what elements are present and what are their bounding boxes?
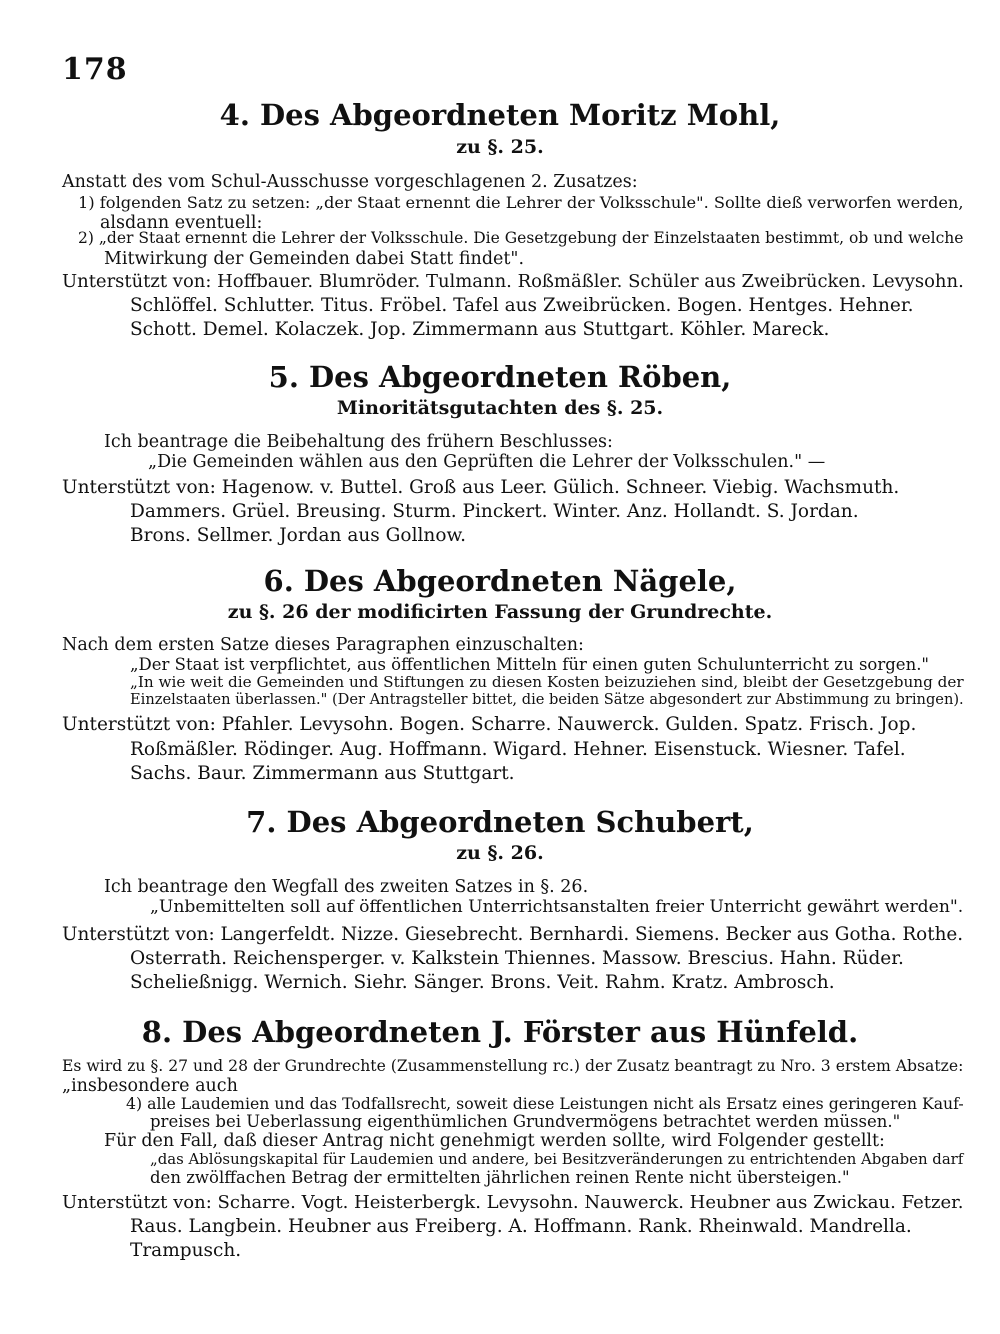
section-6-supporters: Sachs. Baur. Zimmermann aus Stuttgart. xyxy=(130,763,515,784)
section-5-subheading: Minoritätsgutachten des §. 25. xyxy=(336,397,664,419)
section-6-supporters: Unterstützt von: Pfahler. Levysohn. Bogen. Scharre. Nauwerck. Gulden. Spatz. Frisch. Jop. xyxy=(62,714,917,735)
section-7-heading: 7. Des Abgeordneten Schubert, xyxy=(246,805,754,839)
section-7-line: Ich beantrage den Wegfall des zweiten Satzes in §. 26. xyxy=(104,877,589,897)
section-8-line: „das Ablösungskapital für Laudemien und andere, bei Besitzveränderungen zu entrichtenden Abgaben darf xyxy=(150,1150,964,1168)
section-7-supporters: Osterrath. Reichensperger. v. Kalkstein Thiennes. Massow. Brescius. Hahn. Rüder. xyxy=(130,948,904,969)
section-4-line: 1) folgenden Satz zu setzen: „der Staat ernennt die Lehrer der Volksschule". Sollte dieß verworfen werden, xyxy=(78,193,964,212)
section-4-line: alsdann eventuell: xyxy=(100,213,263,233)
section-8-line: Für den Fall, daß dieser Antrag nicht genehmigt werden sollte, wird Folgender gestellt: xyxy=(104,1131,885,1151)
section-4-line: 2) „der Staat ernennt die Lehrer der Volksschule. Die Gesetzgebung der Einzelstaaten bestimmt, ob und welche xyxy=(78,229,964,247)
section-8-supporters: Trampusch. xyxy=(130,1240,242,1261)
section-5-supporters: Dammers. Grüel. Breusing. Sturm. Pinckert. Winter. Anz. Hollandt. S. Jordan. xyxy=(130,501,859,522)
section-6-heading: 6. Des Abgeordneten Nägele, xyxy=(263,564,737,598)
section-4-supporters: Schott. Demel. Kolaczek. Jop. Zimmermann aus Stuttgart. Köhler. Mareck. xyxy=(130,319,830,340)
section-7-supporters: Scheließnigg. Wernich. Siehr. Sänger. Brons. Veit. Rahm. Kratz. Ambrosch. xyxy=(130,972,835,993)
section-4-heading: 4. Des Abgeordneten Moritz Mohl, xyxy=(219,98,781,132)
section-4-supporters: Schlöffel. Schlutter. Titus. Fröbel. Tafel aus Zweibrücken. Bogen. Hentges. Hehner. xyxy=(130,295,914,316)
section-8-line: Es wird zu §. 27 und 28 der Grundrechte (Zusammenstellung rc.) der Zusatz beantragt zu Nro. 3 erstem Absatze: xyxy=(62,1056,964,1075)
section-6-line: Einzelstaaten überlassen." (Der Antragsteller bittet, die beiden Sätze abgesondert zur Abstimmung zu bringen). xyxy=(130,691,964,708)
section-8-line: preises bei Ueberlassung eigenthümlichen Grundvermögens betrachtet werden müssen." xyxy=(150,1112,901,1131)
section-5-supporters: Unterstützt von: Hagenow. v. Buttel. Groß aus Leer. Gülich. Schneer. Viebig. Wachsmuth. xyxy=(62,477,900,498)
section-8-heading: 8. Des Abgeordneten J. Förster aus Hünfeld. xyxy=(141,1015,859,1049)
section-4-line: Anstatt des vom Schul-Ausschusse vorgeschlagenen 2. Zusatzes: xyxy=(62,172,638,192)
section-5-heading: 5. Des Abgeordneten Röben, xyxy=(268,360,732,394)
section-7-supporters: Unterstützt von: Langerfeldt. Nizze. Giesebrecht. Bernhardi. Siemens. Becker aus Gotha. Rothe. xyxy=(62,924,964,945)
section-6-line: „Der Staat ist verpflichtet, aus öffentlichen Mitteln für einen guten Schulunterricht zu sorgen." xyxy=(130,655,930,674)
section-6-supporters: Roßmäßler. Rödinger. Aug. Hoffmann. Wigard. Hehner. Eisenstuck. Wiesner. Tafel. xyxy=(130,739,906,760)
section-4-line: Mitwirkung der Gemeinden dabei Statt findet". xyxy=(104,249,525,269)
section-8-line: den zwölffachen Betrag der ermittelten jährlichen reinen Rente nicht übersteigen." xyxy=(150,1168,850,1187)
section-6-subheading: zu §. 26 der modificirten Fassung der Grundrechte. xyxy=(227,601,773,623)
section-4-subheading: zu §. 25. xyxy=(456,136,544,158)
section-5-line: Ich beantrage die Beibehaltung des frühern Beschlusses: xyxy=(104,432,613,452)
section-8-line: 4) alle Laudemien und das Todfallsrecht, soweit diese Leistungen nicht als Ersatz eines geringeren Kauf- xyxy=(126,1094,964,1113)
section-6-line: „In wie weit die Gemeinden und Stiftungen zu diesen Kosten beizuziehen sind, bleibt der Gesetzgebung der xyxy=(130,673,964,691)
section-8-supporters: Unterstützt von: Scharre. Vogt. Heisterbergk. Levysohn. Nauwerck. Heubner aus Zwickau. Fetzer. xyxy=(62,1192,964,1213)
section-5-supporters: Brons. Sellmer. Jordan aus Gollnow. xyxy=(130,525,466,546)
section-5-line: „Die Gemeinden wählen aus den Geprüften die Lehrer der Volksschulen." — xyxy=(148,452,826,472)
page-number: 178 xyxy=(62,52,128,87)
section-4-supporters: Unterstützt von: Hoffbauer. Blumröder. Tulmann. Roßmäßler. Schüler aus Zweibrücken. Levysohn. xyxy=(62,271,964,292)
section-8-line: „insbesondere auch xyxy=(62,1076,238,1096)
section-7-subheading: zu §. 26. xyxy=(456,842,544,864)
section-7-line: „Unbemittelten soll auf öffentlichen Unterrichtsanstalten freier Unterricht gewährt werden". xyxy=(150,897,964,917)
section-8-supporters: Raus. Langbein. Heubner aus Freiberg. A. Hoffmann. Rank. Rheinwald. Mandrella. xyxy=(130,1216,912,1237)
section-6-line: Nach dem ersten Satze dieses Paragraphen einzuschalten: xyxy=(62,635,584,655)
